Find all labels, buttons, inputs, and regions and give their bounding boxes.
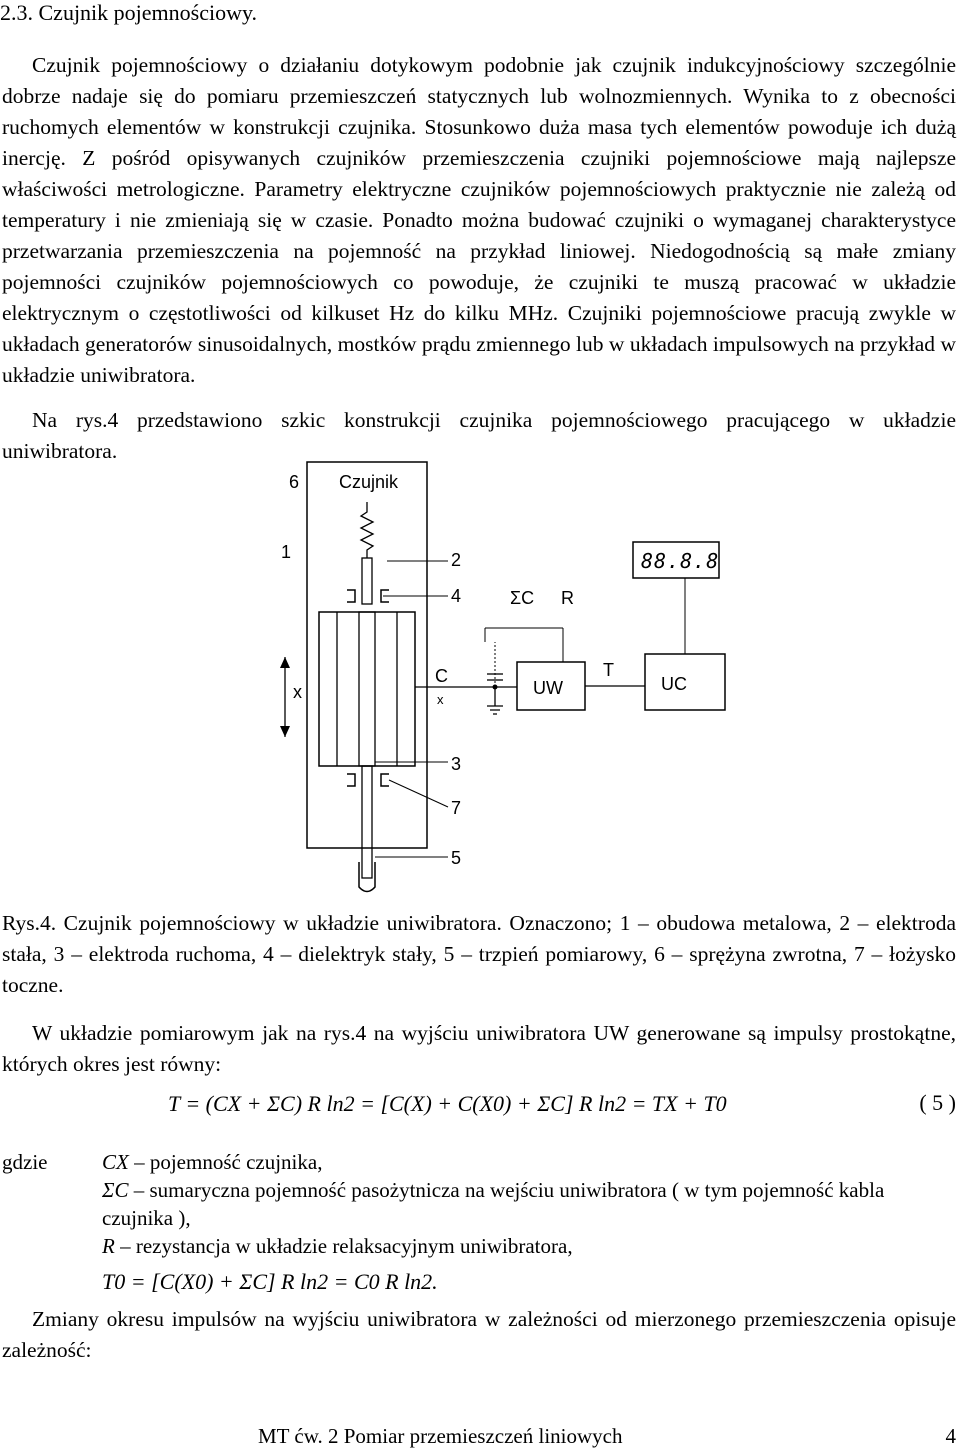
definition-text: – pojemność czujnika,	[134, 1150, 323, 1174]
label-7: 7	[451, 798, 462, 818]
page-number: 4	[945, 1424, 956, 1448]
label-r: R	[561, 588, 574, 608]
label-uc: UC	[661, 674, 687, 694]
label-4: 4	[451, 586, 462, 606]
t0-formula: T0 = [C(X0) + ΣC] R ln2 = C0 R ln2.	[102, 1269, 438, 1294]
display-digits: 88.8.8	[641, 549, 720, 573]
definition-row	[2, 1232, 952, 1260]
period-formula	[168, 1083, 958, 1135]
definition-symbol: R	[102, 1234, 115, 1258]
equation-number: ( 5 )	[919, 1090, 956, 1115]
label-6: 6	[289, 472, 300, 492]
measurement-paragraph: W układzie pomiarowym jak na rys.4 na wyjściu uniwibratora UW generowane są impulsy prostokątne, których okres jest równy:	[2, 1021, 956, 1076]
definition-symbol: ΣC	[102, 1178, 129, 1202]
label-t: T	[603, 660, 614, 680]
measuring-pin	[362, 766, 372, 878]
stem-upper	[362, 558, 372, 604]
ground-icon	[487, 706, 503, 714]
arrow-down-icon	[280, 726, 290, 737]
sensor-diagram	[255, 462, 725, 897]
electrode-block	[319, 612, 415, 766]
sensor-diagram-svg	[255, 462, 725, 897]
label-uw: UW	[533, 678, 563, 698]
label-2: 2	[451, 550, 462, 570]
page-footer	[0, 1424, 960, 1454]
label-x: x	[293, 682, 302, 702]
bracket-left-upper	[347, 590, 355, 602]
definition-key	[2, 1232, 102, 1260]
definition-text: – rezystancja w układzie relaksacyjnym uniwibratora,	[120, 1234, 573, 1258]
label-3: 3	[451, 754, 462, 774]
label-c-sub: x	[437, 692, 444, 707]
definition-text: – sumaryczna pojemność pasożytnicza na wejściu uniwibratora ( w tym pojemność kabla czujnika ),	[102, 1178, 885, 1230]
definition-symbol: CX	[102, 1150, 129, 1174]
definitions-list	[2, 1148, 952, 1296]
intro-paragraph: Czujnik pojemnościowy o działaniu dotykowym podobnie jak czujnik indukcyjnościowy szczególnie dobrze nadaje się do pomiaru przemieszczeń statycznych lub wolnozmiennych. Wynika to z obecności ruchomych elementów w konstrukcji czujnika. Stosunkowo duża masa tych elementów powoduje ich dużą inercję. Z pośród opisywanych czujników przemieszczenia czujniki pojemnościowe mają najlepsze właściwości metrologiczne. Parametry elektryczne czujników pojemnościowych praktycznie nie zależą od temperatury i nie zmieniają się w czasie. Ponadto można budować czujniki o wymaganej charakterystyce przetwarzania przemieszczenia na pojemność na przykład liniowej. Niedogodnością są małe zmiany pojemności czujników pojemnościowych co powoduje, że czujniki te muszą pracować w układzie elektrycznym o częstotliwości od kilkuset Hz do kilku MHz. Czujniki pojemnościowe pracują zwykle w układach generatorów sinusoidalnych, mostków prądu zmiennego lub w układach impulsowych na przykład w układzie uniwibratora.	[2, 53, 956, 387]
bracket-left-lower	[347, 774, 355, 786]
definition-key	[2, 1176, 102, 1232]
figure-intro-paragraph: Na rys.4 przedstawiono szkic konstrukcji czujnika pojemnościowego pracującego w układzie uniwibratora.	[2, 408, 956, 463]
section-heading: 2.3. Czujnik pojemnościowy.	[0, 0, 258, 25]
label-5: 5	[451, 848, 462, 868]
moving-electrode	[359, 612, 375, 766]
figure-caption: Rys.4. Czujnik pojemnościowy w układzie uniwibratora. Oznaczono; 1 – obudowa metalowa, 2 – elektroda stała, 3 – elektroda ruchoma, 4 – dielektryk stały, 5 – trzpień pomiarowy, 6 – sprężyna zwrotna, 7 – łożysko toczne.	[2, 911, 956, 997]
leader-7	[389, 780, 448, 807]
label-1: 1	[281, 542, 292, 562]
period-formula-text: T = (CX + ΣC) R ln2 = [C(X) + C(X0) + ΣC] R ln2 = TX + T0	[168, 1091, 727, 1116]
changes-paragraph: Zmiany okresu impulsów na wyjściu uniwibratora w zależności od mierzonego przemieszczenia opisuje zależność:	[2, 1307, 956, 1362]
definition-row	[2, 1148, 952, 1176]
label-sigma-c: ΣC	[510, 588, 535, 608]
bracket-right-lower	[381, 774, 389, 786]
definition-row	[2, 1176, 952, 1232]
spring-icon	[361, 502, 373, 558]
arrow-up-icon	[280, 657, 290, 668]
housing-outline	[307, 462, 427, 848]
footer-text: MT ćw. 2 Pomiar przemieszczeń liniowych	[258, 1424, 623, 1448]
label-c: C	[435, 666, 448, 686]
label-czujnik: Czujnik	[339, 472, 399, 492]
definition-key: gdzie	[2, 1150, 48, 1174]
